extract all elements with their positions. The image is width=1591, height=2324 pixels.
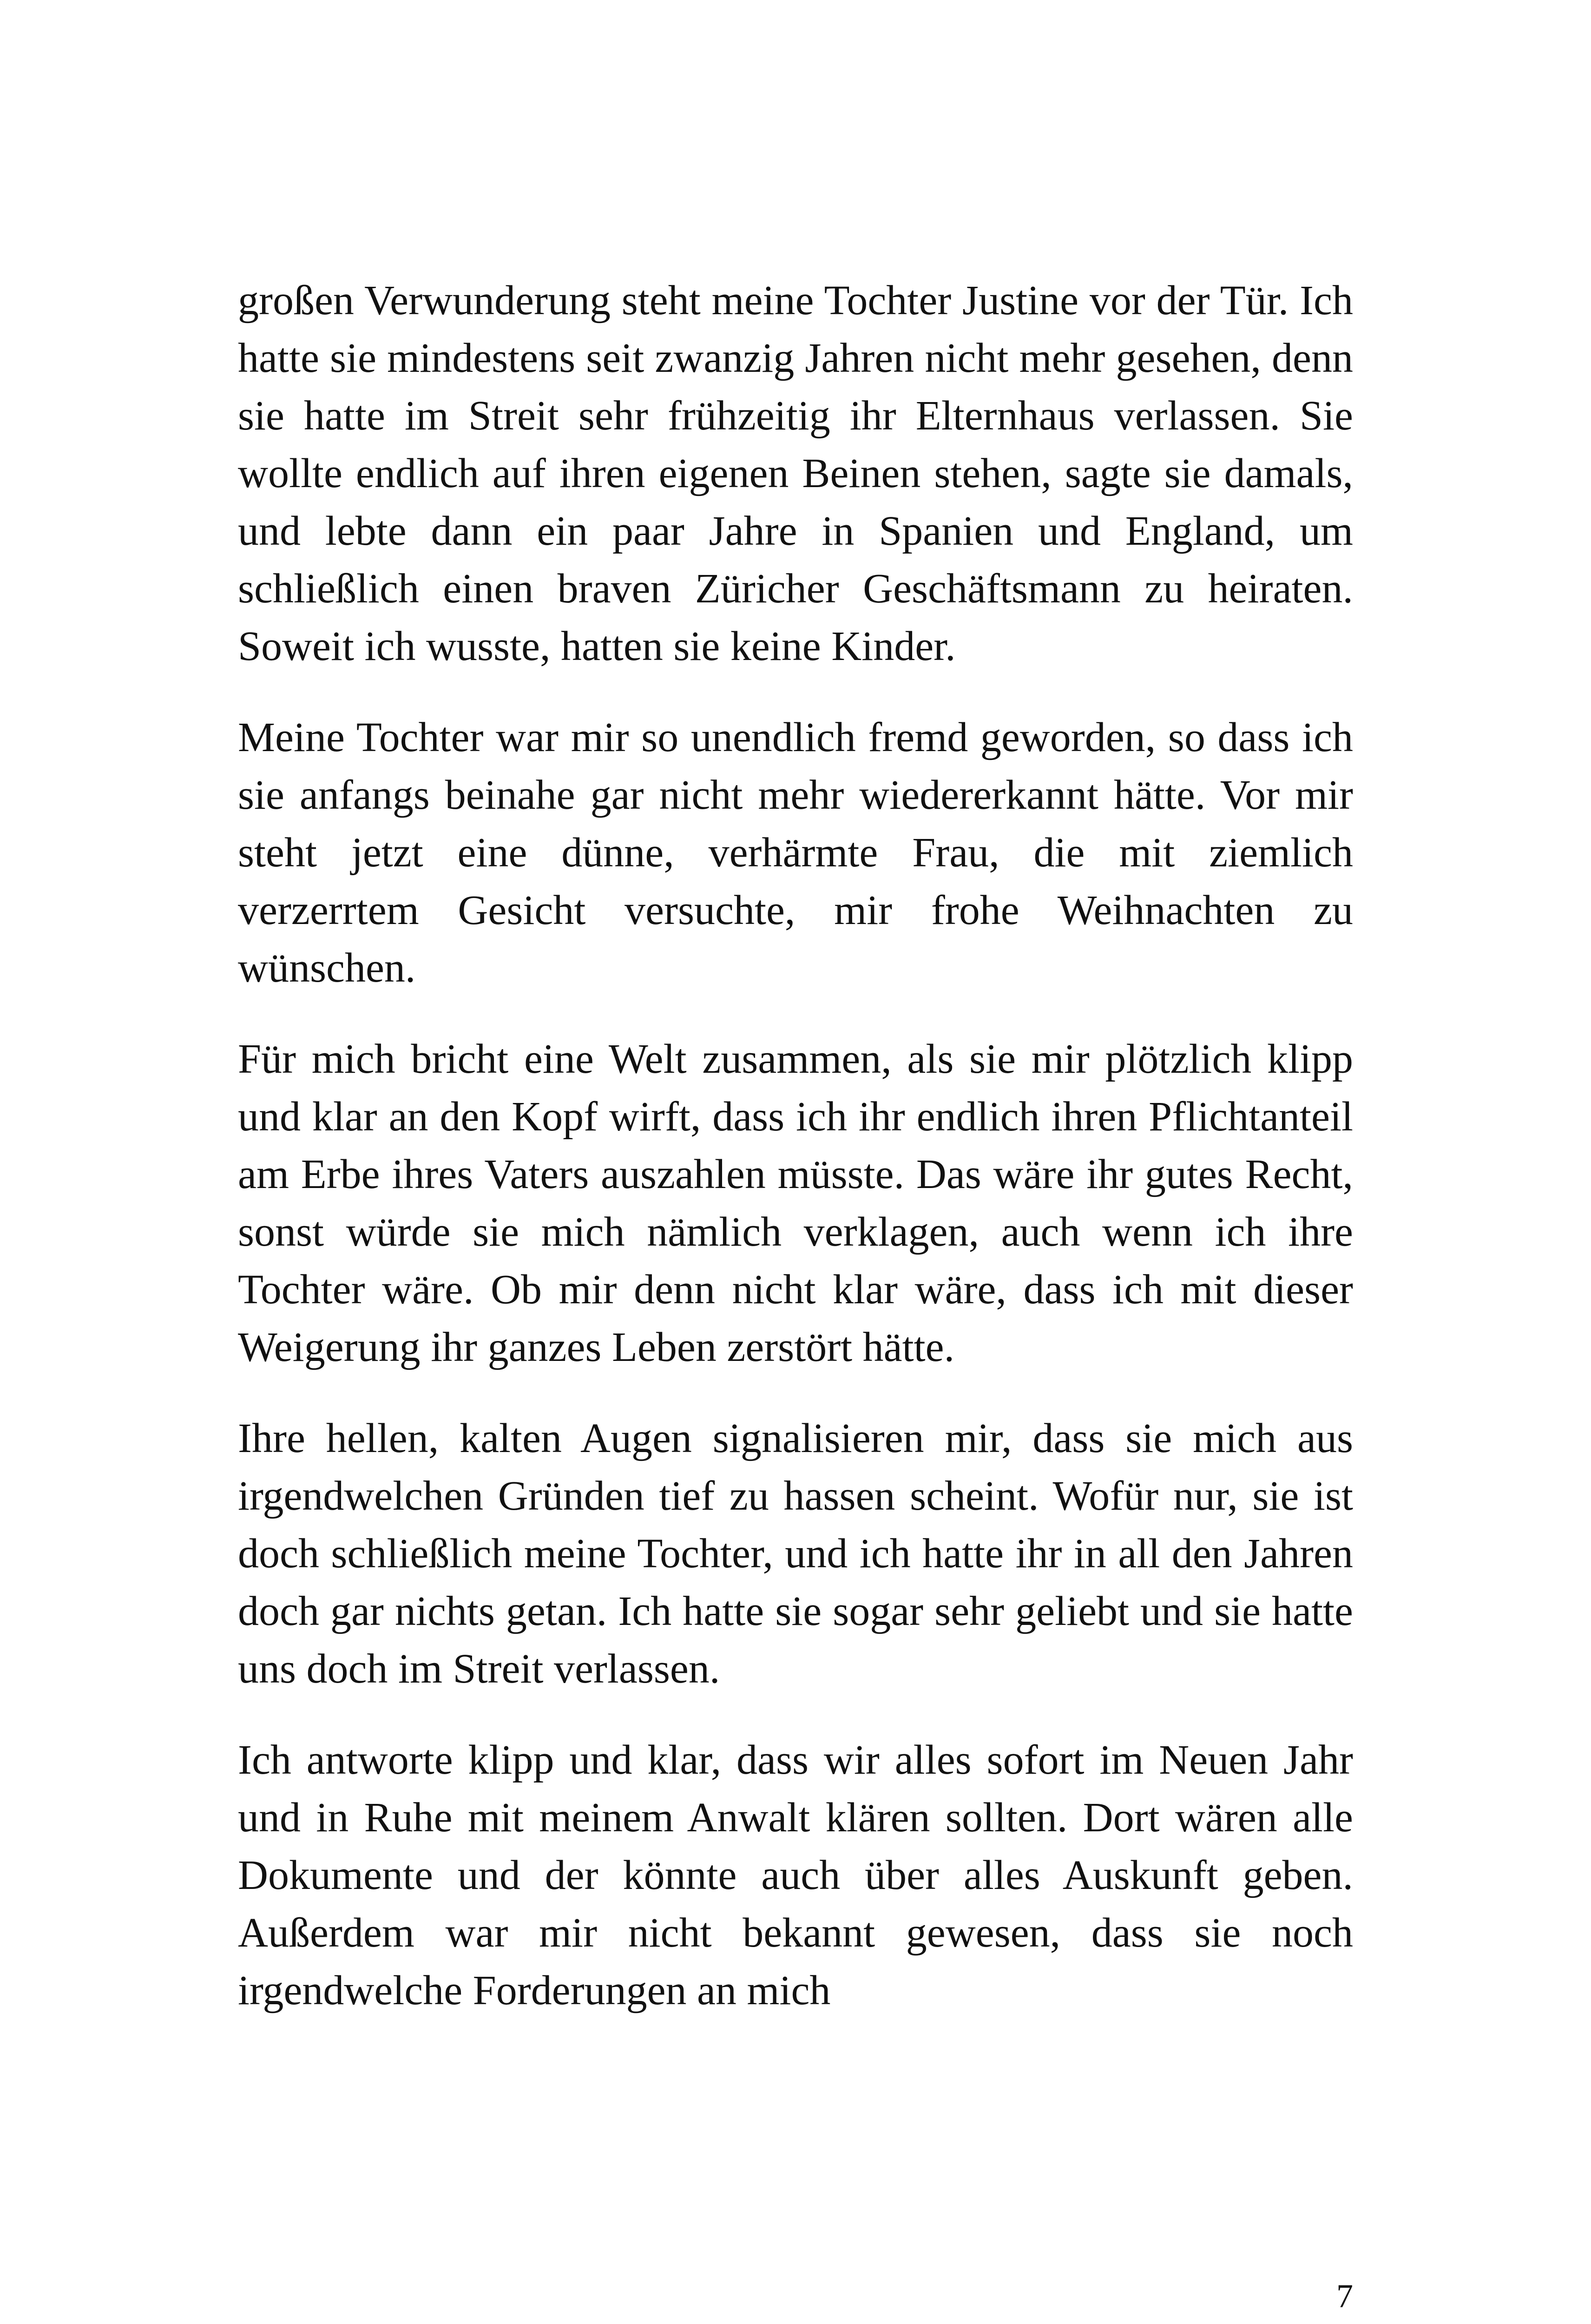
paragraph-3: Für mich bricht eine Welt zusammen, als sie mir plötzlich klipp und klar an den Kopf wirft, dass ich ihr endlich ihren Pflichtanteil am Erbe ihres Vaters auszahlen müsste. Das wäre ihr gutes Recht, sonst würde sie mich nämlich verklagen, auch wenn ich ihre Tochter wäre. Ob mir denn nicht klar wäre, dass ich mit dieser Weigerung ihr ganzes Leben zerstört hätte. <box>238 1036 1353 1370</box>
paragraph-2: Meine Tochter war mir so unendlich fremd geworden, so dass ich sie anfangs beinahe gar nicht mehr wiedererkannt hätte. Vor mir steht jetzt eine dünne, verhärmte Frau, die mit ziemlich verzerrtem Gesicht versuchte, mir frohe Weihnachten zu wünschen. <box>238 714 1353 991</box>
paragraph-4: Ihre hellen, kalten Augen signalisieren mir, dass sie mich aus irgendwelchen Gründen tief zu hassen scheint. Wofür nur, sie ist doch schließlich meine Tochter, und ich hatte ihr in all den Jahren doch gar nichts getan. Ich hatte sie sogar sehr geliebt und sie hatte uns doch im Streit verlassen. <box>238 1415 1353 1692</box>
paragraph-1: großen Verwunderung steht meine Tochter Justine vor der Tür. Ich hatte sie mindestens seit zwanzig Jahren nicht mehr gesehen, denn sie hatte im Streit sehr frühzeitig ihr Elternhaus verlassen. Sie wollte endlich auf ihren eigenen Beinen stehen, sagte sie damals, und lebte dann ein paar Jahre in Spanien und England, um schließlich einen braven Züricher Geschäftsmann zu heiraten. Soweit ich wusste, hatten sie keine Kinder. <box>238 277 1353 669</box>
page-number: 7 <box>1336 2278 1353 2315</box>
paragraph-5: Ich antworte klipp und klar, dass wir alles sofort im Neuen Jahr und in Ruhe mit meinem Anwalt klären sollten. Dort wären alle Dokumente und der könnte auch über alles Auskunft geben. Außerdem war mir nicht bekannt gewesen, dass sie noch irgendwelche Forderungen an mich <box>238 1737 1353 2014</box>
page-body-text <box>238 272 1353 2020</box>
